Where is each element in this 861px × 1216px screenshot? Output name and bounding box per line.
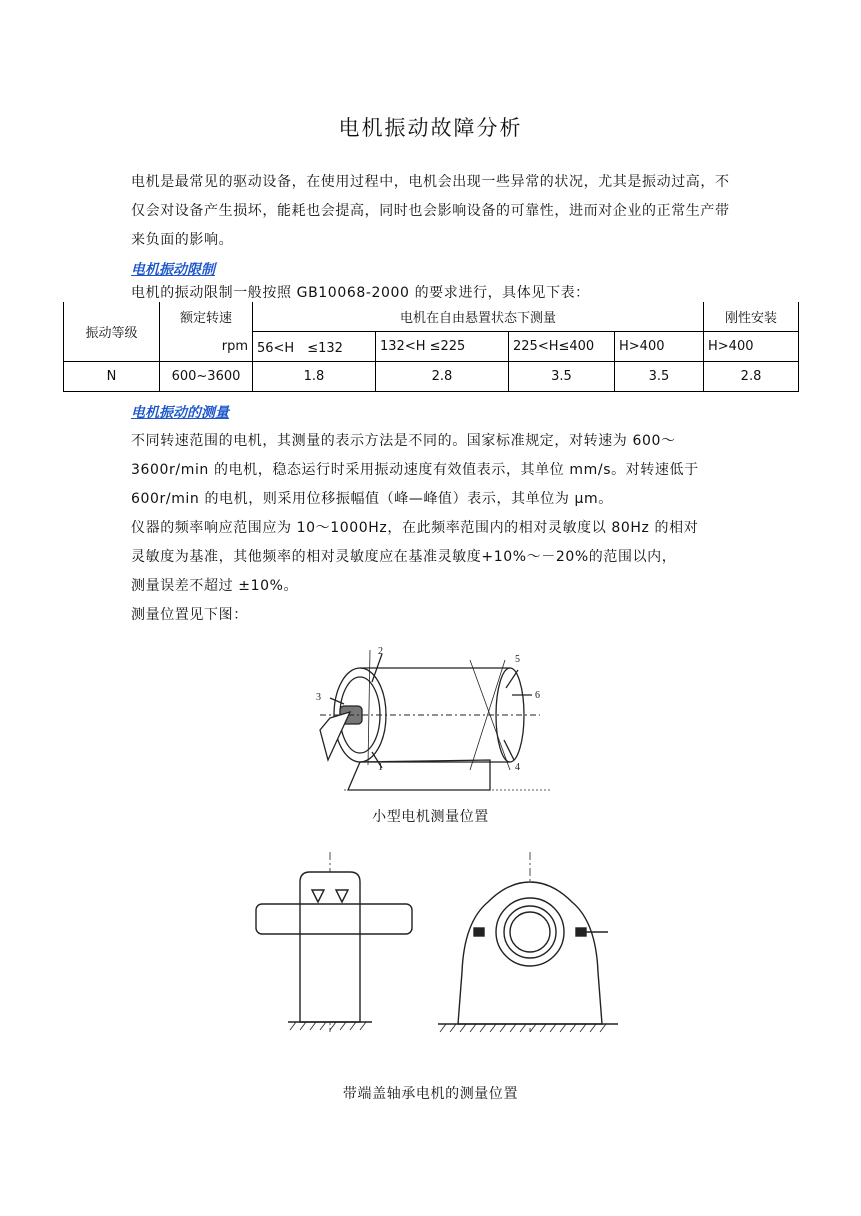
cell-value-1: 1.8 (253, 362, 376, 392)
paragraph-line: 仪器的频率响应范围应为 10～1000Hz，在此频率范围内的相对灵敏度以 80Hz 的相对 (131, 520, 699, 536)
bearing-motor-diagram (248, 852, 628, 1052)
cell-grade: N (64, 362, 160, 392)
label-5: 5 (515, 654, 520, 665)
label-2: 2 (378, 646, 383, 657)
header-speed: 额定转速 (160, 302, 253, 332)
small-motor-diagram (300, 640, 560, 800)
bolt-left (474, 928, 484, 936)
bearing-housing-side (300, 872, 360, 1022)
paragraph-line: 灵敏度为基准，其他频率的相对灵敏度应在基准灵敏度+10%～－20%的范围以内， (131, 549, 677, 565)
bolt-right (576, 928, 586, 936)
ground-hatch (440, 1024, 606, 1032)
header-free-suspension: 电机在自由悬置状态下测量 (253, 302, 704, 332)
table-subheader-row (64, 332, 799, 362)
arrow-5 (506, 670, 518, 688)
header-speed-unit: rpm (160, 332, 253, 362)
subheader-range-2: 132<H ≤225 (376, 332, 509, 362)
table-row (64, 362, 799, 392)
cell-speed: 600~3600 (160, 362, 253, 392)
header-grade: 振动等级 (64, 302, 160, 362)
subheader-range-4: H>400 (615, 332, 704, 362)
subheader-range-3: 225<H≤400 (509, 332, 615, 362)
page-title: 电机振动故障分析 (338, 116, 523, 140)
cell-value-3: 3.5 (509, 362, 615, 392)
label-6: 6 (535, 690, 540, 701)
motor-base (348, 760, 490, 790)
paragraph-line: 测量误差不超过 ±10%。 (131, 578, 299, 594)
cell-value-5: 2.8 (704, 362, 799, 392)
cell-value-2: 2.8 (376, 362, 509, 392)
header-rigid: 刚性安装 (704, 302, 799, 332)
section-heading-vibration-measurement[interactable]: 电机振动的测量 (131, 405, 229, 421)
paragraph-line: 3600r/min 的电机，稳态运行时采用振动速度有效值表示，其单位 mm/s。对转速低于 (131, 462, 699, 478)
section-text-vibration-limit: 电机的振动限制一般按照 GB10068-2000 的要求进行，具体见下表： (131, 285, 590, 301)
subheader-range-1: 56<H ≤132 (253, 332, 376, 362)
figure1-caption: 小型电机测量位置 (372, 809, 489, 825)
label-1: 1 (378, 762, 383, 773)
bearing-housing-front (458, 882, 602, 1024)
section-heading-vibration-limit[interactable]: 电机振动限制 (131, 262, 215, 278)
cell-value-4: 3.5 (615, 362, 704, 392)
label-4: 4 (515, 762, 520, 773)
motor-front-mount (320, 712, 350, 760)
intro-paragraph: 电机是最常见的驱动设备，在使用过程中，电机会出现一些异常的状况，尤其是振动过高，不仅会对设备产生损坏，能耗也会提高，同时也会影响设备的可靠性，进而对企业的正常生产带来负面的影响。 (131, 174, 730, 248)
table-header-row (64, 302, 799, 332)
ground-hatch (290, 1022, 366, 1030)
vibration-limit-table (63, 302, 799, 392)
paragraph-line: 不同转速范围的电机，其测量的表示方法是不同的。国家标准规定，对转速为 600～ (131, 433, 676, 449)
paragraph-line: 测量位置见下图： (131, 607, 248, 623)
paragraph-line: 600r/min 的电机，则采用位移振幅值（峰—峰值）表示，其单位为 μm。 (131, 491, 613, 507)
subheader-rigid-range: H>400 (704, 332, 799, 362)
figure2-caption: 带端盖轴承电机的测量位置 (342, 1086, 519, 1102)
label-3: 3 (316, 692, 321, 703)
